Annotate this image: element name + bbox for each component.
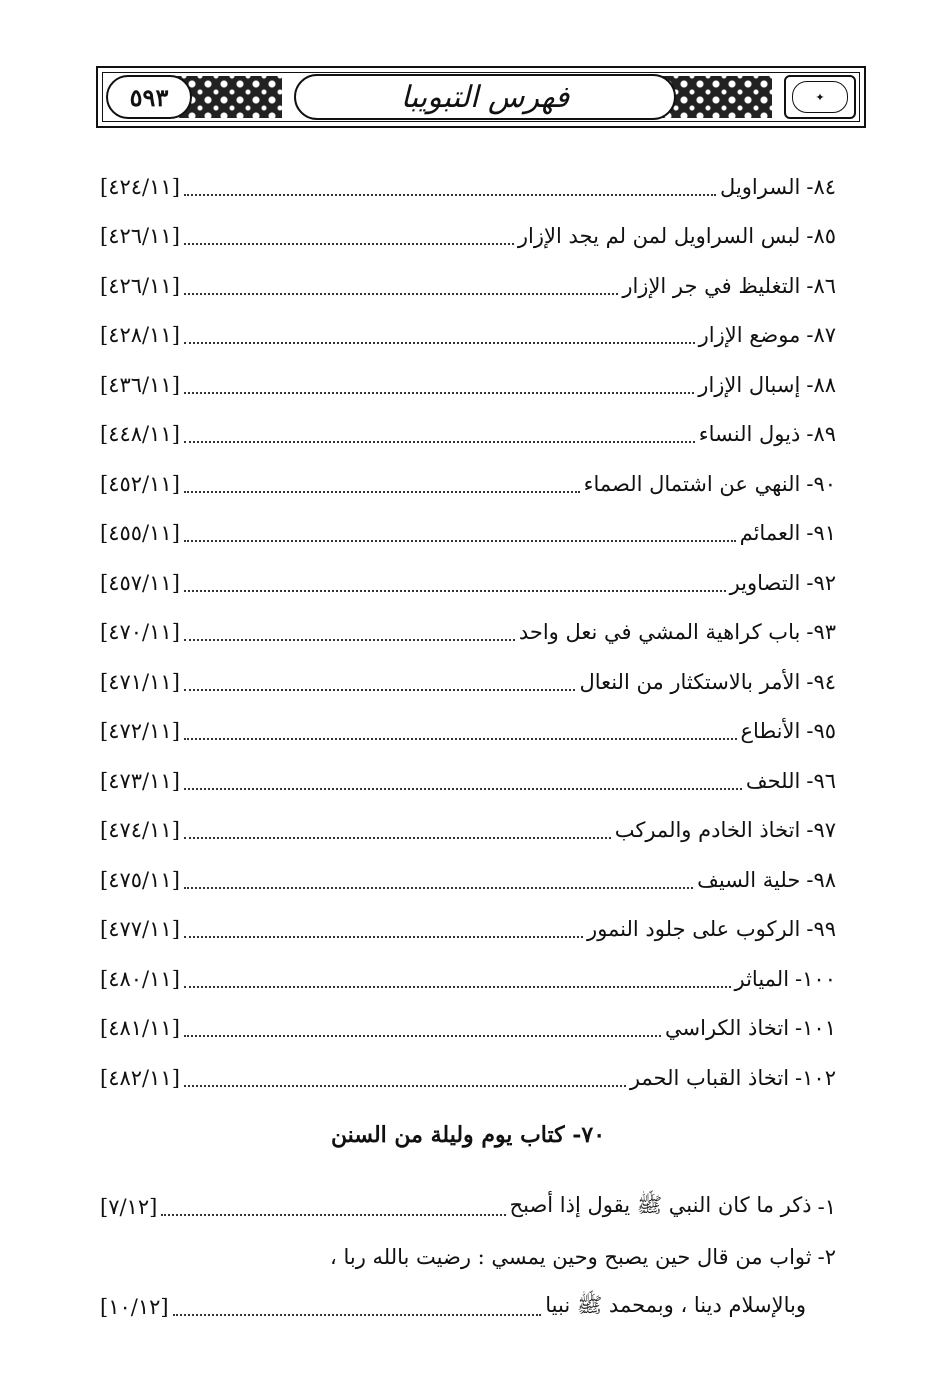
toc-entry: [100, 410, 836, 460]
entry-number: ١٠٢-: [795, 1065, 836, 1090]
entry-title: السراويل: [720, 174, 801, 199]
entry-ref: [٤٥٢/١١]: [100, 471, 180, 496]
entry-ref: [٤٢٦/١١]: [100, 273, 180, 298]
ornament-band-right: [660, 76, 772, 118]
entry-title: باب كراهية المشي في نعل واحد: [518, 620, 801, 645]
toc-entry: [100, 261, 836, 311]
leader-dots: [184, 590, 726, 592]
entry-title: اتخاذ الخادم والمركب: [614, 818, 801, 843]
leader-dots: [184, 491, 580, 493]
toc-entry: [100, 459, 836, 509]
entry-ref: [٤٧٤/١١]: [100, 818, 180, 843]
seal-emblem: ✦: [792, 81, 848, 113]
entry-title: النهي عن اشتمال الصماء: [583, 471, 801, 496]
entry-number: ٩٧-: [806, 818, 836, 843]
entry-title: الركوب على جلود النمور: [587, 917, 801, 942]
entry-title: ذكر ما كان النبي ﷺ يقول إذا أصبح: [509, 1192, 812, 1217]
entry-title: موضع الإزار: [698, 323, 801, 348]
entry-ref: [٤٨٢/١١]: [100, 1065, 180, 1090]
toc-entry: [100, 162, 836, 212]
page-title: فهرس التبويبا: [294, 74, 676, 120]
entry-title: اتخاذ القباب الحمر: [629, 1065, 790, 1090]
leader-dots: [184, 986, 731, 988]
leader-dots: [184, 887, 693, 889]
toc-entry: [100, 311, 836, 361]
entry-title: اتخاذ الكراسي: [665, 1016, 790, 1041]
entry-number: ٩٥-: [806, 719, 836, 744]
entry-title-continuation: وبالإسلام دينا ، وبمحمد ﷺ نبيا: [545, 1292, 806, 1317]
toc-entry: [100, 212, 836, 262]
entry-title: المياثر: [734, 966, 790, 991]
leader-dots: [173, 1314, 542, 1316]
entry-number: ٩٩-: [806, 917, 836, 942]
toc-entry: [100, 608, 836, 658]
entry-ref: [٧/١٢]: [100, 1195, 158, 1219]
toc-entry: [100, 707, 836, 757]
leader-dots: [184, 243, 514, 245]
entry-ref: [٤٢٤/١١]: [100, 174, 180, 199]
leader-dots: [184, 936, 583, 938]
entry-ref: [٤٢٨/١١]: [100, 323, 180, 348]
leader-dots: [184, 1035, 661, 1037]
entry-ref: [٤٧٢/١١]: [100, 719, 180, 744]
leader-dots: [184, 194, 716, 196]
entry-ref: [٤٨٠/١١]: [100, 966, 180, 991]
toc-entry: [100, 855, 836, 905]
section-heading: ٧٠- كتاب يوم وليلة من السنن: [330, 1122, 606, 1148]
entry-ref: [٤٤٨/١١]: [100, 422, 180, 447]
leader-dots: [184, 837, 611, 839]
entry-number: ٩١-: [806, 521, 836, 546]
entry-title: ذيول النساء: [698, 422, 801, 447]
entry-number: ٩٨-: [806, 867, 836, 892]
toc-entry: [100, 756, 836, 806]
leader-dots: [184, 392, 694, 394]
entry-number: ٩٤-: [806, 669, 836, 694]
page-number: ٥٩٣: [106, 75, 192, 119]
toc-entry-continuation: [100, 1282, 836, 1332]
entry-ref: [٤٥٥/١١]: [100, 521, 180, 546]
entry-ref: [٤٧٥/١١]: [100, 867, 180, 892]
entry-ref: [٤٢٦/١١]: [100, 224, 180, 249]
toc-entry: [100, 1182, 836, 1232]
entry-title: ثواب من قال حين يصبح وحين يمسي : رضيت بالله ربا ،: [330, 1245, 812, 1269]
toc-entry: [100, 806, 836, 856]
entry-number: ١٠١-: [795, 1016, 836, 1041]
entry-number: ٨٦-: [806, 273, 836, 298]
entry-number: ٩٦-: [806, 768, 836, 793]
entry-title: العمائم: [739, 521, 801, 546]
entry-ref: [٤٧٣/١١]: [100, 768, 180, 793]
entry-title: التصاوير: [729, 570, 801, 595]
toc-entry: [100, 905, 836, 955]
entry-number: ٨٩-: [806, 422, 836, 447]
leader-dots: [161, 1214, 505, 1216]
entry-ref: [٤٧٧/١١]: [100, 917, 180, 942]
leader-dots: [184, 293, 618, 295]
entry-title: الأنطاع: [740, 719, 801, 744]
entry-title: الأمر بالاستكثار من النعال: [579, 669, 801, 694]
entry-number: ٩٣-: [806, 620, 836, 645]
page-header: [96, 66, 866, 128]
toc-entry: [100, 558, 836, 608]
toc-entry: [100, 509, 836, 559]
toc-entry: [100, 657, 836, 707]
entry-number: ٩٢-: [806, 570, 836, 595]
entry-ref: [٤٣٦/١١]: [100, 372, 180, 397]
leader-dots: [184, 540, 736, 542]
entry-title: اللحف: [745, 768, 801, 793]
entry-number: ٨٨-: [806, 372, 836, 397]
leader-dots: [184, 689, 576, 691]
leader-dots: [184, 788, 742, 790]
leader-dots: [184, 342, 695, 344]
entry-ref: [٤٥٧/١١]: [100, 570, 180, 595]
entry-ref: [٤٧٠/١١]: [100, 620, 180, 645]
leader-dots: [184, 639, 515, 641]
toc-entry: [100, 1053, 836, 1103]
entry-number: ٢-: [817, 1245, 836, 1269]
entry-ref: [٤٨١/١١]: [100, 1016, 180, 1041]
entry-number: ٨٥-: [806, 224, 836, 249]
toc-entry: [100, 1004, 836, 1054]
toc-entry: [100, 954, 836, 1004]
leader-dots: [184, 441, 695, 443]
entry-title: حلية السيف: [697, 867, 801, 892]
entry-ref: [١٠/١٢]: [100, 1295, 169, 1319]
section-entries: [100, 1182, 836, 1332]
entry-title: إسبال الإزار: [698, 372, 801, 397]
entry-number: ٨٧-: [806, 323, 836, 348]
toc-entry: [100, 360, 836, 410]
entry-ref: [٤٧١/١١]: [100, 669, 180, 694]
toc-entry-line: [100, 1232, 836, 1282]
seal-logo: [784, 75, 856, 119]
leader-dots: [184, 738, 737, 740]
entry-title: لبس السراويل لمن لم يجد الإزار: [517, 224, 801, 249]
entry-number: ١-: [817, 1195, 836, 1219]
entry-number: ١٠٠-: [795, 966, 836, 991]
entry-number: ٨٤-: [806, 174, 836, 199]
leader-dots: [184, 1085, 626, 1087]
entry-title: التغليظ في جر الإزار: [622, 273, 801, 298]
toc-list: [100, 162, 836, 1103]
entry-number: ٩٠-: [806, 471, 836, 496]
